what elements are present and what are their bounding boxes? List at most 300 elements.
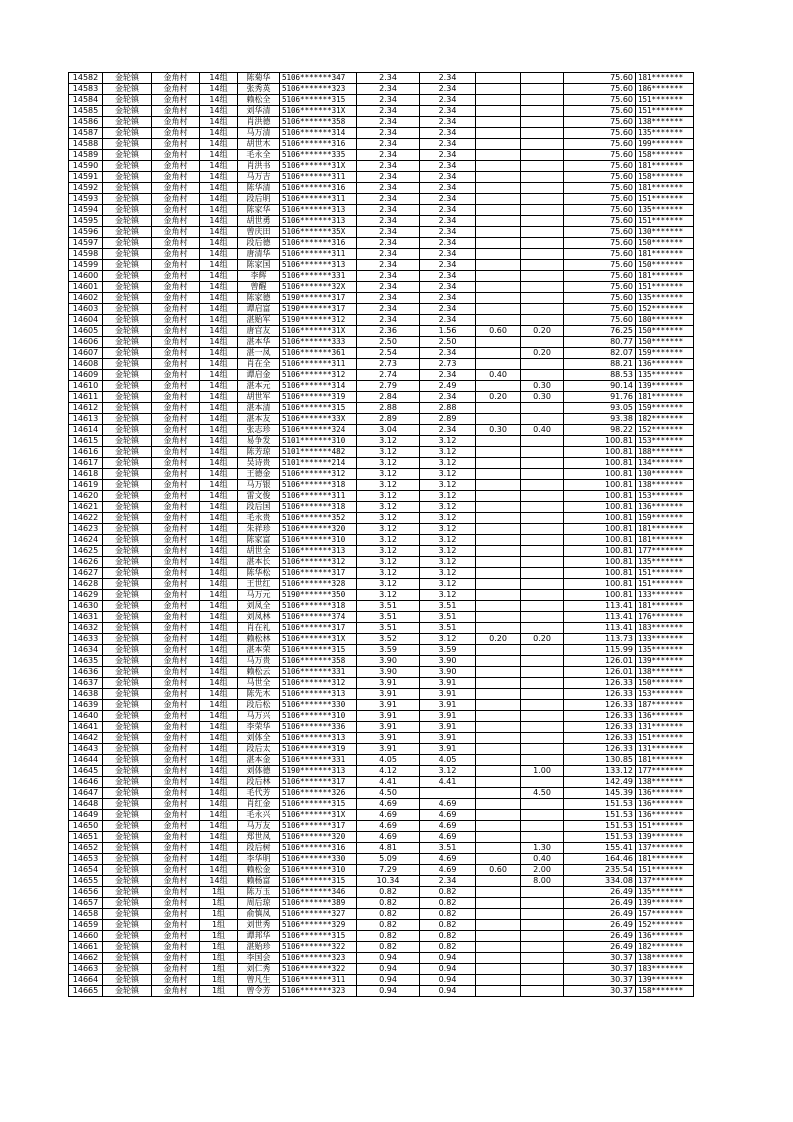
phone-number-cell: 139******* xyxy=(636,975,694,986)
name-cell: 马万元 xyxy=(238,590,280,601)
area-a-cell: 0.94 xyxy=(420,953,476,964)
table-row xyxy=(69,623,694,634)
name-cell: 陈芳琼 xyxy=(238,447,280,458)
area-b-cell xyxy=(476,854,521,865)
area-b-cell xyxy=(476,887,521,898)
table-row xyxy=(69,601,694,612)
id-number-cell: 5106*******314 xyxy=(280,381,357,392)
table-row xyxy=(69,843,694,854)
table-row xyxy=(69,425,694,436)
area-a-cell: 2.89 xyxy=(420,414,476,425)
area-c-cell xyxy=(521,337,564,348)
area-c-cell xyxy=(521,513,564,524)
area-a-cell: 2.34 xyxy=(420,392,476,403)
group-cell: 14组 xyxy=(200,205,238,216)
table-row xyxy=(69,359,694,370)
amount-cell: 75.60 xyxy=(564,106,636,117)
name-cell: 马万贵 xyxy=(238,656,280,667)
row-number-cell: 14631 xyxy=(69,612,103,623)
town-cell: 金轮镇 xyxy=(103,150,152,161)
id-number-cell: 5106*******312 xyxy=(280,557,357,568)
amount-cell: 75.60 xyxy=(564,183,636,194)
area-b-cell xyxy=(476,117,521,128)
amount-cell: 235.54 xyxy=(564,865,636,876)
village-cell: 金角村 xyxy=(152,205,200,216)
row-number-cell: 14656 xyxy=(69,887,103,898)
row-number-cell: 14590 xyxy=(69,161,103,172)
group-cell: 14组 xyxy=(200,425,238,436)
area-b-cell xyxy=(476,480,521,491)
id-number-cell: 5190*******312 xyxy=(280,315,357,326)
name-cell: 陈华松 xyxy=(238,568,280,579)
area-b-cell xyxy=(476,656,521,667)
village-cell: 金角村 xyxy=(152,887,200,898)
row-number-cell: 14599 xyxy=(69,260,103,271)
village-cell: 金角村 xyxy=(152,579,200,590)
name-cell: 毛代芳 xyxy=(238,788,280,799)
total-area-cell: 3.12 xyxy=(357,513,420,524)
area-c-cell xyxy=(521,216,564,227)
id-number-cell: 5106*******374 xyxy=(280,612,357,623)
id-number-cell: 5106*******33X xyxy=(280,414,357,425)
table-row xyxy=(69,832,694,843)
amount-cell: 126.33 xyxy=(564,678,636,689)
amount-cell: 75.60 xyxy=(564,260,636,271)
village-cell: 金角村 xyxy=(152,843,200,854)
group-cell: 14组 xyxy=(200,282,238,293)
id-number-cell: 5106*******331 xyxy=(280,755,357,766)
town-cell: 金轮镇 xyxy=(103,183,152,194)
group-cell: 1组 xyxy=(200,953,238,964)
id-number-cell: 5106*******31X xyxy=(280,161,357,172)
area-a-cell: 3.12 xyxy=(420,480,476,491)
table-row xyxy=(69,524,694,535)
village-cell: 金角村 xyxy=(152,304,200,315)
area-b-cell xyxy=(476,524,521,535)
area-b-cell xyxy=(476,975,521,986)
table-row xyxy=(69,260,694,271)
town-cell: 金轮镇 xyxy=(103,117,152,128)
group-cell: 14组 xyxy=(200,293,238,304)
phone-number-cell: 138******* xyxy=(636,667,694,678)
amount-cell: 100.81 xyxy=(564,502,636,513)
phone-number-cell: 181******* xyxy=(636,183,694,194)
table-row xyxy=(69,480,694,491)
table-row xyxy=(69,744,694,755)
row-number-cell: 14640 xyxy=(69,711,103,722)
phone-number-cell: 188******* xyxy=(636,447,694,458)
area-b-cell xyxy=(476,293,521,304)
name-cell: 陈家富 xyxy=(238,535,280,546)
area-a-cell: 2.34 xyxy=(420,238,476,249)
town-cell: 金轮镇 xyxy=(103,678,152,689)
phone-number-cell: 181******* xyxy=(636,535,694,546)
group-cell: 14组 xyxy=(200,238,238,249)
area-c-cell xyxy=(521,95,564,106)
area-a-cell: 3.12 xyxy=(420,469,476,480)
row-number-cell: 14627 xyxy=(69,568,103,579)
amount-cell: 151.53 xyxy=(564,799,636,810)
total-area-cell: 0.82 xyxy=(357,898,420,909)
town-cell: 金轮镇 xyxy=(103,128,152,139)
row-number-cell: 14609 xyxy=(69,370,103,381)
id-number-cell: 5106*******317 xyxy=(280,777,357,788)
town-cell: 金轮镇 xyxy=(103,777,152,788)
area-a-cell: 2.34 xyxy=(420,260,476,271)
area-a-cell: 4.69 xyxy=(420,832,476,843)
area-c-cell xyxy=(521,293,564,304)
area-c-cell xyxy=(521,238,564,249)
id-number-cell: 5106*******320 xyxy=(280,524,357,535)
total-area-cell: 3.90 xyxy=(357,667,420,678)
area-b-cell xyxy=(476,304,521,315)
area-c-cell xyxy=(521,139,564,150)
row-number-cell: 14615 xyxy=(69,436,103,447)
amount-cell: 76.25 xyxy=(564,326,636,337)
area-a-cell: 3.51 xyxy=(420,843,476,854)
id-number-cell: 5106*******312 xyxy=(280,370,357,381)
id-number-cell: 5106*******317 xyxy=(280,821,357,832)
id-number-cell: 5106*******316 xyxy=(280,183,357,194)
group-cell: 14组 xyxy=(200,832,238,843)
phone-number-cell: 136******* xyxy=(636,788,694,799)
amount-cell: 100.81 xyxy=(564,590,636,601)
table-row xyxy=(69,447,694,458)
town-cell: 金轮镇 xyxy=(103,139,152,150)
town-cell: 金轮镇 xyxy=(103,843,152,854)
area-c-cell xyxy=(521,84,564,95)
amount-cell: 100.81 xyxy=(564,524,636,535)
area-a-cell: 4.05 xyxy=(420,755,476,766)
name-cell: 湛本元 xyxy=(238,381,280,392)
area-c-cell xyxy=(521,359,564,370)
total-area-cell: 0.82 xyxy=(357,887,420,898)
area-b-cell xyxy=(476,161,521,172)
village-cell: 金角村 xyxy=(152,634,200,645)
amount-cell: 26.49 xyxy=(564,909,636,920)
area-b-cell xyxy=(476,986,521,997)
group-cell: 14组 xyxy=(200,634,238,645)
row-number-cell: 14584 xyxy=(69,95,103,106)
area-c-cell xyxy=(521,436,564,447)
amount-cell: 26.49 xyxy=(564,942,636,953)
name-cell: 肖洪德 xyxy=(238,117,280,128)
group-cell: 14组 xyxy=(200,128,238,139)
row-number-cell: 14600 xyxy=(69,271,103,282)
area-a-cell: 3.91 xyxy=(420,733,476,744)
area-c-cell xyxy=(521,414,564,425)
id-number-cell: 5190*******350 xyxy=(280,590,357,601)
name-cell: 段后明 xyxy=(238,194,280,205)
area-a-cell: 3.91 xyxy=(420,711,476,722)
total-area-cell: 2.74 xyxy=(357,370,420,381)
table-row xyxy=(69,546,694,557)
village-cell: 金角村 xyxy=(152,975,200,986)
group-cell: 14组 xyxy=(200,700,238,711)
amount-cell: 334.08 xyxy=(564,876,636,887)
name-cell: 刘体全 xyxy=(238,733,280,744)
group-cell: 14组 xyxy=(200,139,238,150)
total-area-cell: 3.12 xyxy=(357,458,420,469)
phone-number-cell: 181******* xyxy=(636,755,694,766)
row-number-cell: 14664 xyxy=(69,975,103,986)
area-b-cell xyxy=(476,953,521,964)
amount-cell: 100.81 xyxy=(564,458,636,469)
area-b-cell xyxy=(476,491,521,502)
area-b-cell xyxy=(476,799,521,810)
table-row xyxy=(69,953,694,964)
id-number-cell: 5190*******317 xyxy=(280,293,357,304)
row-number-cell: 14633 xyxy=(69,634,103,645)
area-b-cell xyxy=(476,810,521,821)
village-cell: 金角村 xyxy=(152,348,200,359)
town-cell: 金轮镇 xyxy=(103,227,152,238)
town-cell: 金轮镇 xyxy=(103,348,152,359)
area-b-cell xyxy=(476,315,521,326)
group-cell: 14组 xyxy=(200,788,238,799)
amount-cell: 126.01 xyxy=(564,667,636,678)
area-a-cell: 2.34 xyxy=(420,425,476,436)
table-row xyxy=(69,722,694,733)
row-number-cell: 14601 xyxy=(69,282,103,293)
table-row xyxy=(69,172,694,183)
group-cell: 14组 xyxy=(200,579,238,590)
village-cell: 金角村 xyxy=(152,645,200,656)
table-row xyxy=(69,975,694,986)
id-number-cell: 5106*******32X xyxy=(280,282,357,293)
id-number-cell: 5106*******316 xyxy=(280,843,357,854)
area-b-cell xyxy=(476,128,521,139)
row-number-cell: 14587 xyxy=(69,128,103,139)
village-cell: 金角村 xyxy=(152,832,200,843)
total-area-cell: 4.69 xyxy=(357,832,420,843)
town-cell: 金轮镇 xyxy=(103,942,152,953)
id-number-cell: 5106*******313 xyxy=(280,733,357,744)
table-row xyxy=(69,469,694,480)
village-cell: 金角村 xyxy=(152,381,200,392)
id-number-cell: 5106*******324 xyxy=(280,425,357,436)
town-cell: 金轮镇 xyxy=(103,73,152,84)
phone-number-cell: 181******* xyxy=(636,601,694,612)
row-number-cell: 14637 xyxy=(69,678,103,689)
area-c-cell xyxy=(521,205,564,216)
amount-cell: 100.81 xyxy=(564,579,636,590)
group-cell: 1组 xyxy=(200,975,238,986)
phone-number-cell: 186******* xyxy=(636,84,694,95)
area-c-cell xyxy=(521,227,564,238)
town-cell: 金轮镇 xyxy=(103,546,152,557)
table-row xyxy=(69,95,694,106)
total-area-cell: 4.69 xyxy=(357,799,420,810)
village-cell: 金角村 xyxy=(152,106,200,117)
village-cell: 金角村 xyxy=(152,854,200,865)
id-number-cell: 5106*******361 xyxy=(280,348,357,359)
town-cell: 金轮镇 xyxy=(103,733,152,744)
id-number-cell: 5106*******389 xyxy=(280,898,357,909)
group-cell: 14组 xyxy=(200,249,238,260)
area-a-cell: 2.34 xyxy=(420,304,476,315)
town-cell: 金轮镇 xyxy=(103,392,152,403)
row-number-cell: 14655 xyxy=(69,876,103,887)
name-cell: 马万吉 xyxy=(238,172,280,183)
area-b-cell xyxy=(476,381,521,392)
village-cell: 金角村 xyxy=(152,469,200,480)
table-row xyxy=(69,205,694,216)
id-number-cell: 5106*******329 xyxy=(280,920,357,931)
name-cell: 段后松 xyxy=(238,700,280,711)
group-cell: 14组 xyxy=(200,117,238,128)
area-b-cell xyxy=(476,667,521,678)
phone-number-cell: 151******* xyxy=(636,568,694,579)
row-number-cell: 14622 xyxy=(69,513,103,524)
name-cell: 陈万玉 xyxy=(238,887,280,898)
total-area-cell: 2.34 xyxy=(357,139,420,150)
name-cell: 湛贻军 xyxy=(238,315,280,326)
name-cell: 王德金 xyxy=(238,469,280,480)
id-number-cell: 5106*******314 xyxy=(280,128,357,139)
phone-number-cell: 136******* xyxy=(636,502,694,513)
table-row xyxy=(69,216,694,227)
group-cell: 14组 xyxy=(200,359,238,370)
name-cell: 李荣华 xyxy=(238,722,280,733)
village-cell: 金角村 xyxy=(152,744,200,755)
row-number-cell: 14623 xyxy=(69,524,103,535)
group-cell: 14组 xyxy=(200,821,238,832)
phone-number-cell: 159******* xyxy=(636,403,694,414)
area-c-cell: 1.30 xyxy=(521,843,564,854)
row-number-cell: 14651 xyxy=(69,832,103,843)
row-number-cell: 14628 xyxy=(69,579,103,590)
id-number-cell: 5106*******319 xyxy=(280,392,357,403)
area-c-cell xyxy=(521,898,564,909)
area-b-cell: 0.40 xyxy=(476,370,521,381)
amount-cell: 126.33 xyxy=(564,733,636,744)
group-cell: 14组 xyxy=(200,656,238,667)
amount-cell: 100.81 xyxy=(564,557,636,568)
table-row xyxy=(69,282,694,293)
area-a-cell: 2.34 xyxy=(420,282,476,293)
village-cell: 金角村 xyxy=(152,436,200,447)
name-cell: 马万银 xyxy=(238,480,280,491)
total-area-cell: 3.59 xyxy=(357,645,420,656)
row-number-cell: 14647 xyxy=(69,788,103,799)
amount-cell: 93.05 xyxy=(564,403,636,414)
phone-number-cell: 187******* xyxy=(636,700,694,711)
table-row xyxy=(69,656,694,667)
phone-number-cell: 153******* xyxy=(636,689,694,700)
table-row xyxy=(69,766,694,777)
amount-cell: 75.60 xyxy=(564,293,636,304)
group-cell: 14组 xyxy=(200,260,238,271)
area-a-cell: 3.12 xyxy=(420,447,476,458)
area-c-cell xyxy=(521,601,564,612)
table-row xyxy=(69,194,694,205)
total-area-cell: 2.34 xyxy=(357,150,420,161)
total-area-cell: 3.91 xyxy=(357,678,420,689)
name-cell: 段后太 xyxy=(238,744,280,755)
village-cell: 金角村 xyxy=(152,821,200,832)
group-cell: 14组 xyxy=(200,667,238,678)
village-cell: 金角村 xyxy=(152,491,200,502)
row-number-cell: 14602 xyxy=(69,293,103,304)
group-cell: 14组 xyxy=(200,381,238,392)
area-c-cell xyxy=(521,249,564,260)
total-area-cell: 3.91 xyxy=(357,722,420,733)
area-c-cell: 0.30 xyxy=(521,381,564,392)
name-cell: 刘华清 xyxy=(238,106,280,117)
area-b-cell xyxy=(476,678,521,689)
total-area-cell: 3.12 xyxy=(357,447,420,458)
town-cell: 金轮镇 xyxy=(103,700,152,711)
amount-cell: 126.33 xyxy=(564,711,636,722)
village-cell: 金角村 xyxy=(152,986,200,997)
total-area-cell: 2.34 xyxy=(357,161,420,172)
table-row xyxy=(69,634,694,645)
amount-cell: 75.60 xyxy=(564,128,636,139)
total-area-cell: 0.82 xyxy=(357,931,420,942)
total-area-cell: 3.12 xyxy=(357,480,420,491)
town-cell: 金轮镇 xyxy=(103,249,152,260)
group-cell: 14组 xyxy=(200,766,238,777)
group-cell: 1组 xyxy=(200,942,238,953)
group-cell: 14组 xyxy=(200,194,238,205)
area-c-cell: 0.20 xyxy=(521,634,564,645)
town-cell: 金轮镇 xyxy=(103,106,152,117)
area-a-cell: 2.88 xyxy=(420,403,476,414)
area-c-cell xyxy=(521,161,564,172)
area-b-cell xyxy=(476,733,521,744)
town-cell: 金轮镇 xyxy=(103,205,152,216)
area-c-cell xyxy=(521,711,564,722)
table-row xyxy=(69,821,694,832)
area-a-cell: 2.34 xyxy=(420,216,476,227)
area-c-cell xyxy=(521,557,564,568)
id-number-cell: 5106*******315 xyxy=(280,799,357,810)
id-number-cell: 5106*******320 xyxy=(280,832,357,843)
group-cell: 14组 xyxy=(200,755,238,766)
phone-number-cell: 139******* xyxy=(636,898,694,909)
group-cell: 14组 xyxy=(200,810,238,821)
area-b-cell xyxy=(476,150,521,161)
amount-cell: 30.37 xyxy=(564,975,636,986)
phone-number-cell: 177******* xyxy=(636,546,694,557)
name-cell: 谭邦华 xyxy=(238,931,280,942)
village-cell: 金角村 xyxy=(152,95,200,106)
village-cell: 金角村 xyxy=(152,953,200,964)
phone-number-cell: 151******* xyxy=(636,282,694,293)
name-cell: 陈华清 xyxy=(238,183,280,194)
amount-cell: 75.60 xyxy=(564,282,636,293)
row-number-cell: 14645 xyxy=(69,766,103,777)
group-cell: 14组 xyxy=(200,150,238,161)
group-cell: 14组 xyxy=(200,447,238,458)
row-number-cell: 14610 xyxy=(69,381,103,392)
area-b-cell xyxy=(476,535,521,546)
town-cell: 金轮镇 xyxy=(103,876,152,887)
area-b-cell xyxy=(476,513,521,524)
row-number-cell: 14653 xyxy=(69,854,103,865)
table-row xyxy=(69,502,694,513)
area-a-cell: 2.34 xyxy=(420,150,476,161)
id-number-cell: 5106*******313 xyxy=(280,216,357,227)
group-cell: 14组 xyxy=(200,678,238,689)
id-number-cell: 5106*******315 xyxy=(280,95,357,106)
row-number-cell: 14619 xyxy=(69,480,103,491)
phone-number-cell: 176******* xyxy=(636,612,694,623)
phone-number-cell: 133******* xyxy=(636,634,694,645)
area-b-cell xyxy=(476,711,521,722)
area-a-cell: 3.12 xyxy=(420,579,476,590)
